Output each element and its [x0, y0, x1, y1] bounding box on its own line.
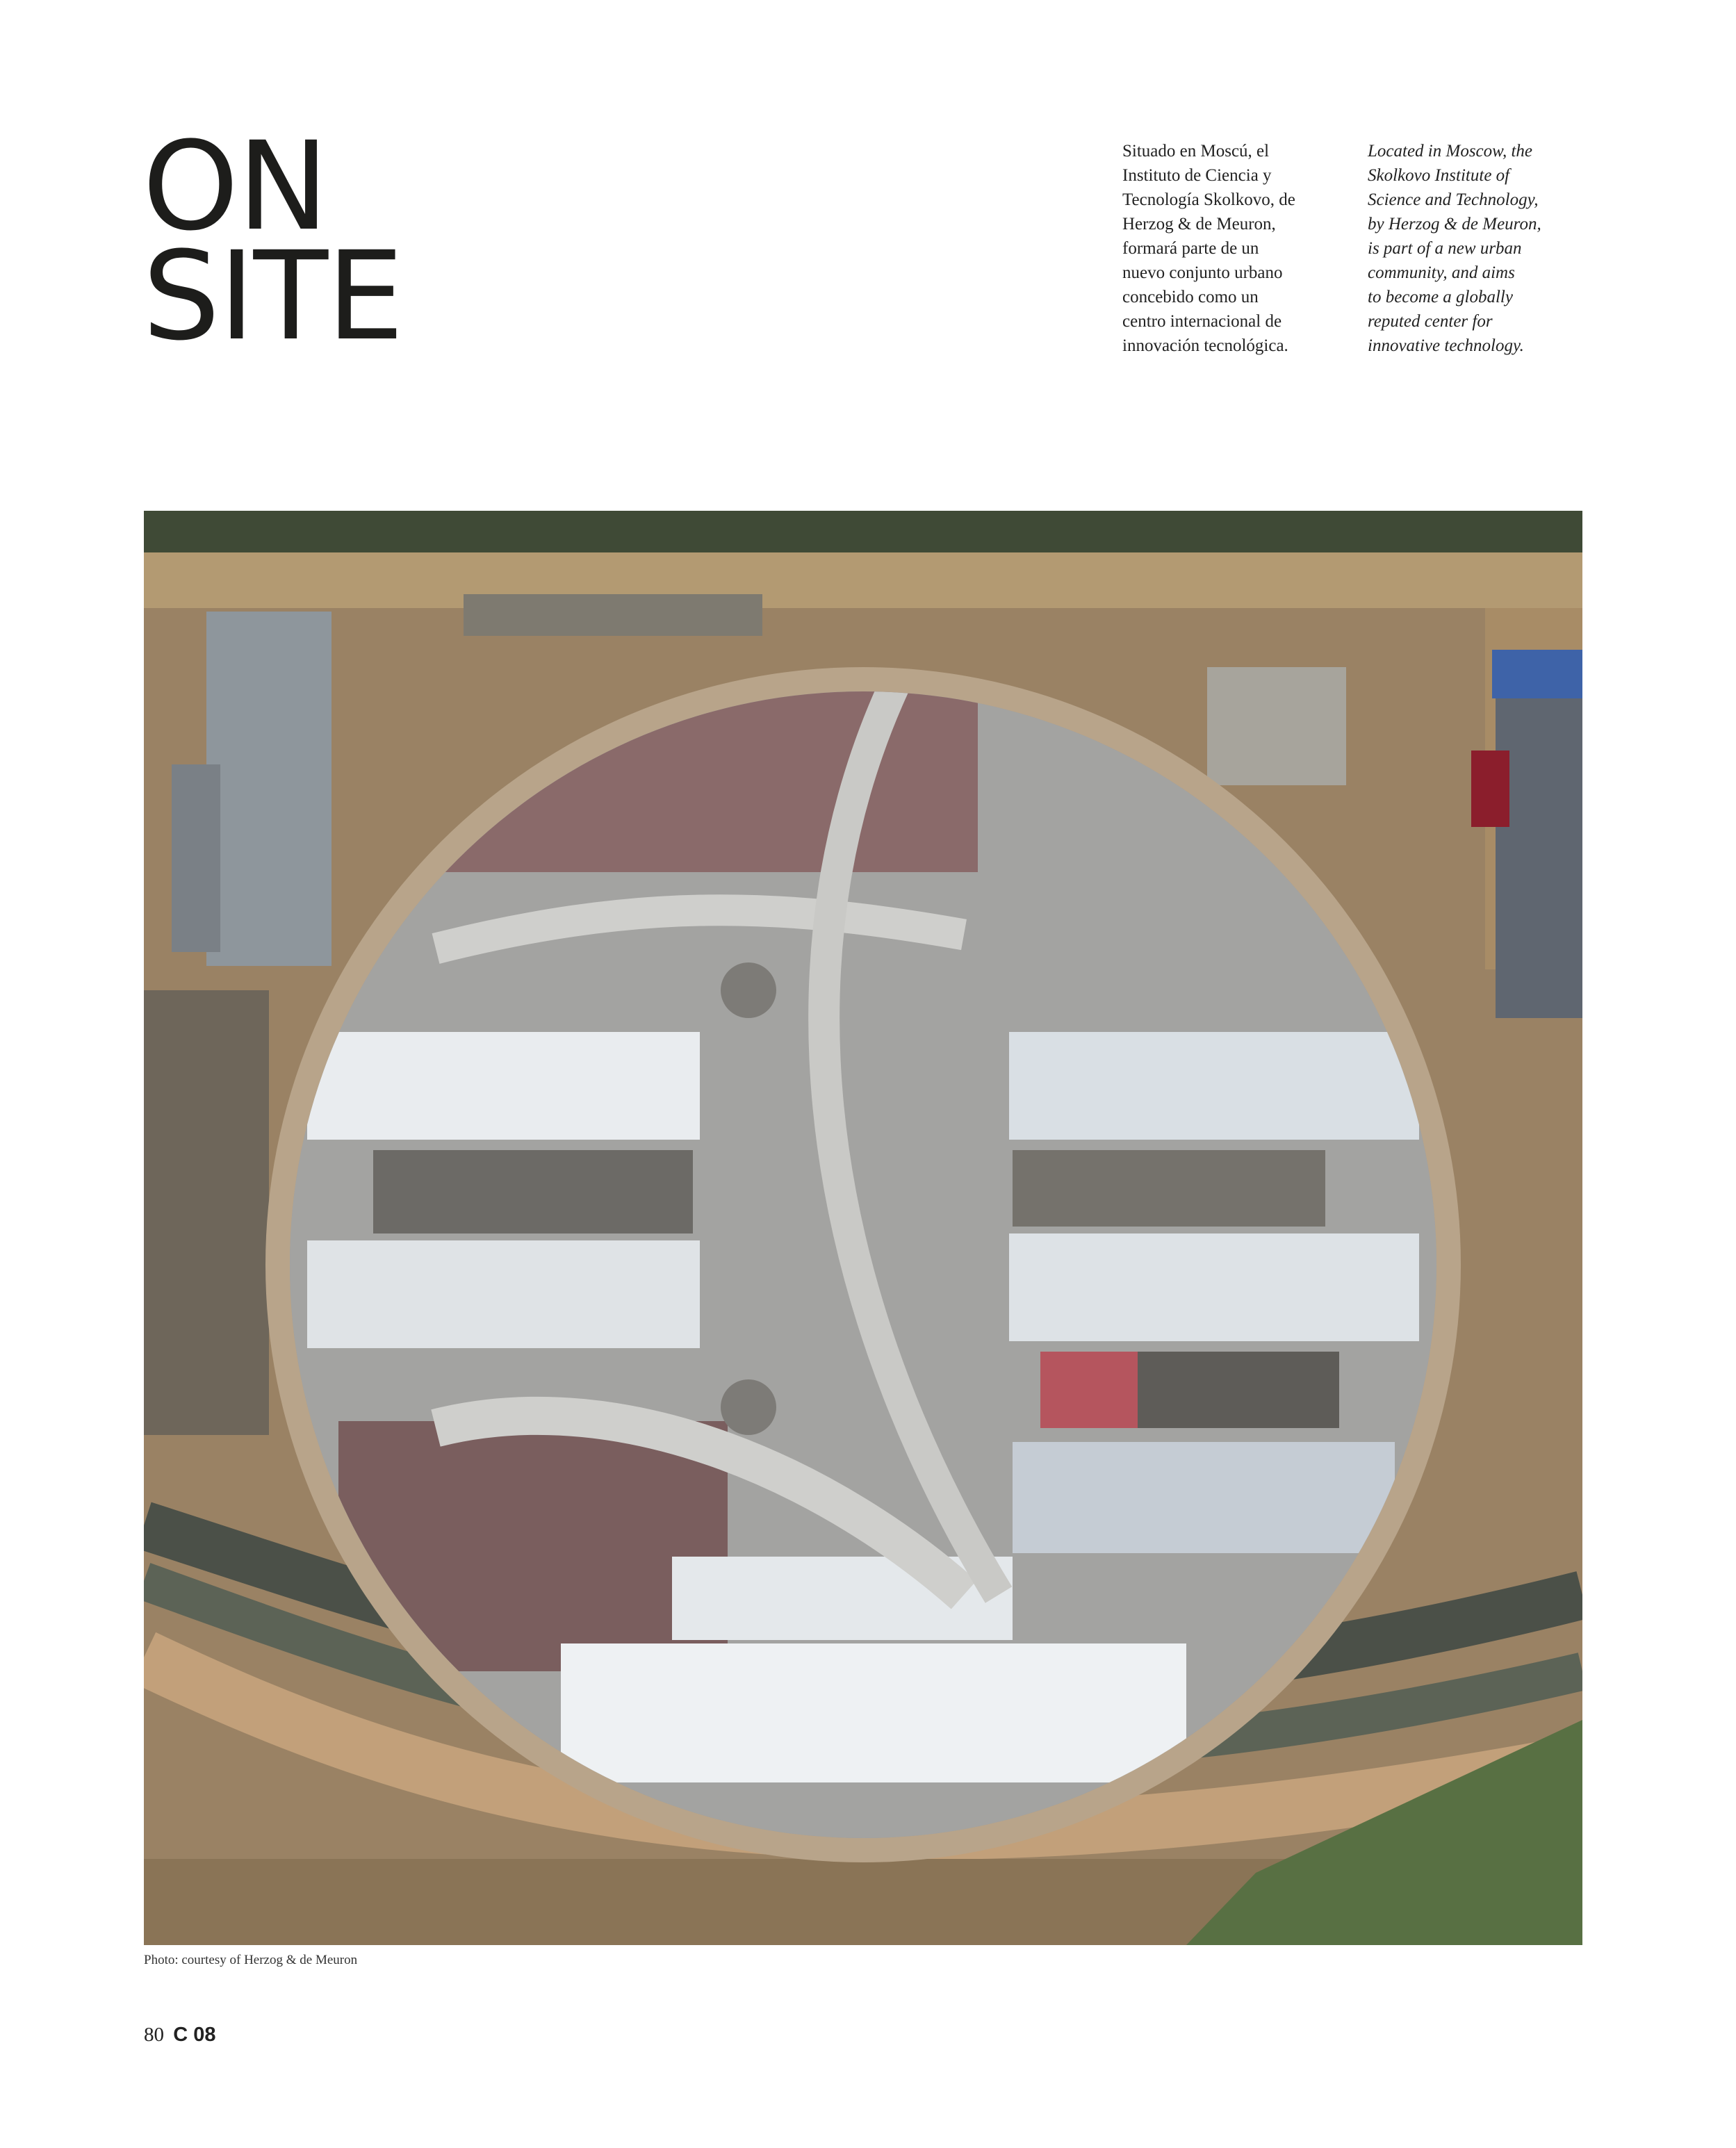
intro-es-line: nuevo conjunto urbano [1122, 263, 1283, 282]
title-line-1: ON [142, 115, 328, 258]
photo-caption: Photo: courtesy of Herzog & de Meuron [144, 1953, 358, 1967]
intro-en-line: innovative technology. [1368, 336, 1524, 355]
magazine-issue: C 08 [173, 2024, 216, 2046]
intro-es-line: innovación tecnológica. [1122, 336, 1288, 355]
intro-es-line: Instituto de Ciencia y [1122, 166, 1272, 185]
intro-en-line: is part of a new urban [1368, 239, 1522, 258]
intro-es-line: concebido como un [1122, 288, 1259, 306]
intro-es-line: Tecnología Skolkovo, de [1122, 190, 1295, 209]
intro-es-line: Situado en Moscú, el [1122, 142, 1270, 161]
intro-es-line: centro internacional de [1122, 312, 1282, 331]
title-line-2: SITE [142, 225, 403, 368]
intro-es-line: Herzog & de Meuron, [1122, 215, 1276, 233]
intro-english [1368, 139, 1576, 358]
intro-en-line: reputed center for [1368, 312, 1493, 331]
intro-en-line: community, and aims [1368, 263, 1515, 282]
intro-spanish [1122, 139, 1331, 358]
intro-en-line: Skolkovo Institute of [1368, 166, 1510, 185]
intro-en-line: by Herzog & de Meuron, [1368, 215, 1541, 233]
aerial-photo [144, 511, 1582, 1945]
page-title [142, 115, 403, 368]
page-number: 80 [144, 2024, 164, 2046]
page-folio [144, 2024, 216, 2047]
intro-es-line: formará parte de un [1122, 239, 1259, 258]
aerial-photo-illustration [144, 511, 1582, 1945]
intro-en-line: to become a globally [1368, 288, 1513, 306]
intro-en-line: Located in Moscow, the [1368, 142, 1532, 161]
intro-en-line: Science and Technology, [1368, 190, 1539, 209]
